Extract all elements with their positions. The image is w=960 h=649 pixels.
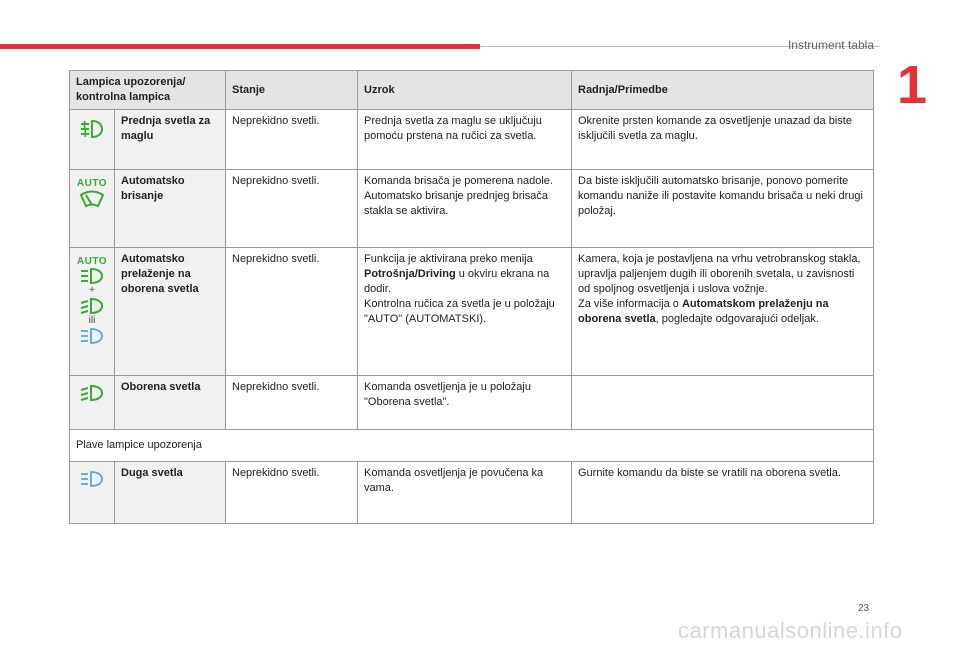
icon-cell xyxy=(70,110,115,170)
dipped-beam-icon xyxy=(79,384,105,402)
auto-label: AUTO xyxy=(76,256,108,267)
main-beam-icon xyxy=(79,470,105,488)
chapter-number: 1 xyxy=(897,55,928,115)
or-label: ili xyxy=(88,315,96,326)
lamp-cause xyxy=(358,248,572,376)
front-fog-light-icon xyxy=(79,118,105,140)
lamp-name: Duga svetla xyxy=(115,462,226,524)
lamp-state: Neprekidno svetli. xyxy=(226,376,358,430)
page-number: 23 xyxy=(858,603,870,614)
lamp-action xyxy=(572,248,874,376)
lamp-action: Da biste isključili automatsko brisanje, ponovo pomerite komandu naniže ili postavite komandu brisača u neki drugi položaj. xyxy=(572,170,874,248)
section-title: Instrument tabla xyxy=(787,38,874,52)
icon-cell xyxy=(70,462,115,524)
cause-text: Funkcija je aktivirana preko menija xyxy=(364,253,533,265)
table-row xyxy=(70,376,874,430)
header-state: Stanje xyxy=(226,71,358,110)
cause-text: u okviru ekrana na dodir. Kontrolna ručica za svetla je u položaju "AUTO" (AUTOMATSKI). xyxy=(364,268,555,325)
icon-cell xyxy=(70,170,115,248)
menu-name: Potrošnja/Driving xyxy=(364,268,456,280)
watermark: carmanualsonline.info xyxy=(678,618,903,643)
lamp-cause: Komanda brisača je pomerena nadole. Automatsko brisanje prednjeg brisača stakla se aktivira. xyxy=(358,170,572,248)
table-row xyxy=(70,248,874,376)
header-lamp: Lampica upozorenja/ kontrolna lampica xyxy=(70,71,226,110)
lamp-state: Neprekidno svetli. xyxy=(226,462,358,524)
section-reference: Automatskom prelaženju na oborena svetla xyxy=(578,298,829,325)
lamp-cause: Komanda osvetljenja je u položaju "Oborena svetla". xyxy=(358,376,572,430)
lamp-action xyxy=(572,376,874,430)
plus-sign: + xyxy=(89,285,95,296)
table-row xyxy=(70,170,874,248)
lamp-action: Gurnite komandu da biste se vratili na oborena svetla. xyxy=(572,462,874,524)
warning-lamps-table xyxy=(69,70,874,524)
lamp-action: Okrenite prsten komande za osvetljenje unazad da biste isključili svetla za maglu. xyxy=(572,110,874,170)
main-beam-blue-icon xyxy=(79,327,105,345)
windscreen-wiper-icon xyxy=(79,189,105,209)
lamp-state: Neprekidno svetli. xyxy=(226,170,358,248)
header-cause: Uzrok xyxy=(358,71,572,110)
main-beam-green-icon xyxy=(79,267,105,285)
table-header-row xyxy=(70,71,874,110)
section-label: Plave lampice upozorenja xyxy=(70,430,874,462)
lamp-state: Neprekidno svetli. xyxy=(226,248,358,376)
section-row xyxy=(70,430,874,462)
dipped-beam-green-icon xyxy=(79,297,105,315)
action-text: , pogledajte odgovarajući odeljak. xyxy=(655,313,819,325)
lamp-name: Automatsko prelaženje na oborena svetla xyxy=(115,248,226,376)
action-text: Kamera, koja je postavljena na vrhu vetrobranskog stakla, upravlja paljenjem dugih ili oborenih svetala, u zavisnosti od spoljnog osvetljenja i uslova vožnje. Za više informacija o xyxy=(578,253,861,310)
lamp-name: Oborena svetla xyxy=(115,376,226,430)
lamp-cause: Komanda osvetljenja je povučena ka vama. xyxy=(358,462,572,524)
lamp-cause: Prednja svetla za maglu se uključuju pomoću prstena na ručici za svetla. xyxy=(358,110,572,170)
table-row xyxy=(70,110,874,170)
auto-label: AUTO xyxy=(76,178,108,189)
icon-cell xyxy=(70,248,115,376)
header-action: Radnja/Primedbe xyxy=(572,71,874,110)
table-row xyxy=(70,462,874,524)
lamp-name: Automatsko brisanje xyxy=(115,170,226,248)
header-accent-bar xyxy=(0,44,480,49)
lamp-name: Prednja svetla za maglu xyxy=(115,110,226,170)
icon-cell xyxy=(70,376,115,430)
lamp-state: Neprekidno svetli. xyxy=(226,110,358,170)
